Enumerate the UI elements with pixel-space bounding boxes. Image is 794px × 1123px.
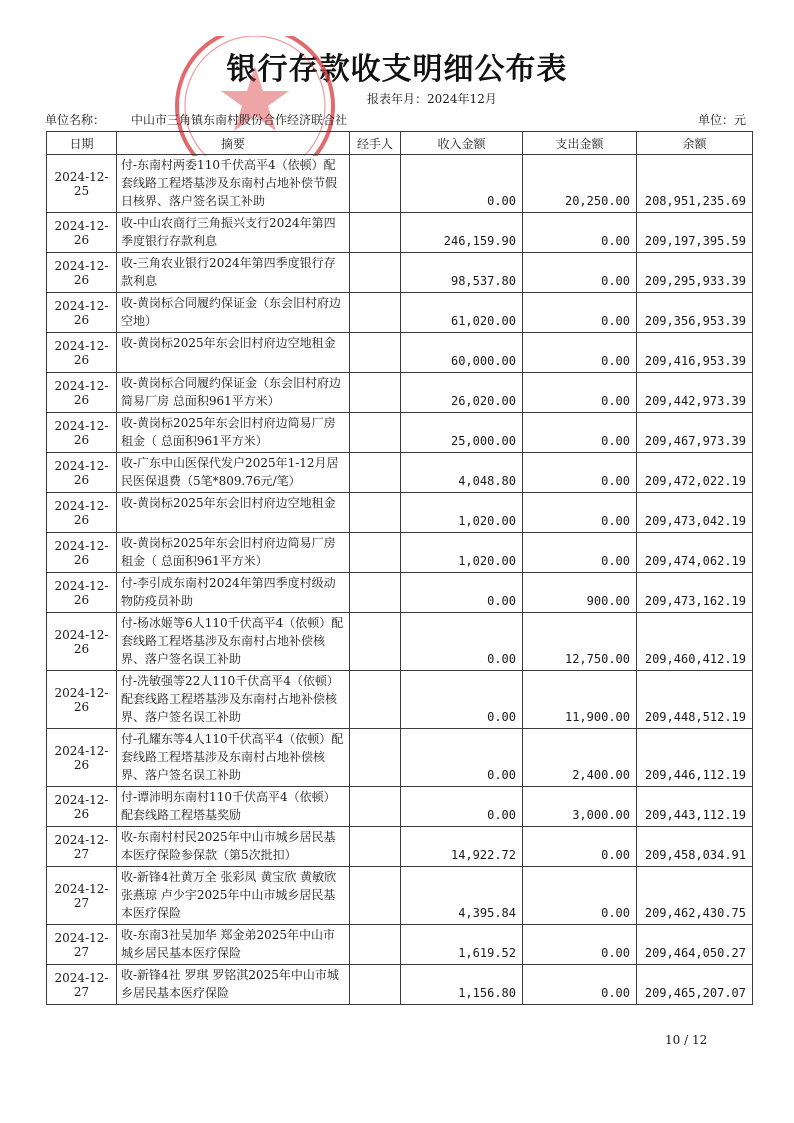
summary-cell: 收-新锋4社 罗琪 罗铭淇2025年中山市城乡居民基本医疗保险	[117, 965, 350, 1005]
summary-cell: 付-东南村两委110千伏高平4（依顿）配套线路工程塔基涉及东南村占地补偿节假日核界、落户签名误工补助	[117, 155, 350, 213]
summary-cell: 付-孔耀东等4人110千伏高平4（依顿）配套线路工程塔基涉及东南村占地补偿核界、落户签名误工补助	[117, 729, 350, 787]
table-row	[47, 671, 753, 729]
date-cell: 2024-12-27	[47, 965, 117, 1005]
table-row	[47, 573, 753, 613]
balance-cell: 209,458,034.91	[637, 827, 753, 867]
summary-cell: 收-广东中山医保代发户2025年1-12月居民医保退费（5笔*809.76元/笔）	[117, 453, 350, 493]
table-row	[47, 787, 753, 827]
balance-cell: 209,295,933.39	[637, 253, 753, 293]
column-header-date: 日期	[47, 132, 117, 155]
table-row	[47, 613, 753, 671]
page-number: 10 / 12	[665, 1033, 708, 1047]
date-cell: 2024-12-27	[47, 827, 117, 867]
income-cell: 0.00	[401, 573, 523, 613]
column-header-expense: 支出金额	[523, 132, 637, 155]
balance-cell: 209,473,162.19	[637, 573, 753, 613]
unit-name	[45, 111, 347, 128]
expense-cell: 0.00	[523, 213, 637, 253]
summary-cell: 收-中山农商行三角振兴支行2024年第四季度银行存款利息	[117, 213, 350, 253]
table-row	[47, 965, 753, 1005]
date-cell: 2024-12-26	[47, 213, 117, 253]
income-cell: 246,159.90	[401, 213, 523, 253]
ledger-body	[47, 155, 753, 1005]
income-cell: 26,020.00	[401, 373, 523, 413]
handler-cell	[350, 533, 401, 573]
summary-cell: 收-黄岗标2025年东会旧村府边空地租金	[117, 493, 350, 533]
date-cell: 2024-12-26	[47, 493, 117, 533]
expense-cell: 0.00	[523, 413, 637, 453]
table-row	[47, 213, 753, 253]
summary-cell: 付-冼敏强等22人110千伏高平4（依顿）配套线路工程塔基涉及东南村占地补偿核界、落户签名误工补助	[117, 671, 350, 729]
income-cell: 60,000.00	[401, 333, 523, 373]
handler-cell	[350, 453, 401, 493]
handler-cell	[350, 333, 401, 373]
date-cell: 2024-12-26	[47, 333, 117, 373]
income-cell: 0.00	[401, 613, 523, 671]
balance-cell: 209,416,953.39	[637, 333, 753, 373]
expense-cell: 11,900.00	[523, 671, 637, 729]
table-row	[47, 493, 753, 533]
income-cell: 0.00	[401, 671, 523, 729]
expense-cell: 20,250.00	[523, 155, 637, 213]
balance-cell: 209,460,412.19	[637, 613, 753, 671]
handler-cell	[350, 213, 401, 253]
handler-cell	[350, 493, 401, 533]
income-cell: 1,156.80	[401, 965, 523, 1005]
balance-cell: 209,197,395.59	[637, 213, 753, 253]
handler-cell	[350, 253, 401, 293]
balance-cell: 209,443,112.19	[637, 787, 753, 827]
balance-cell: 209,473,042.19	[637, 493, 753, 533]
income-cell: 98,537.80	[401, 253, 523, 293]
table-row	[47, 925, 753, 965]
date-cell: 2024-12-26	[47, 787, 117, 827]
summary-cell: 收-黄岗标2025年东会旧村府边空地租金	[117, 333, 350, 373]
expense-cell: 0.00	[523, 493, 637, 533]
expense-cell: 0.00	[523, 253, 637, 293]
expense-cell: 0.00	[523, 373, 637, 413]
table-row	[47, 373, 753, 413]
summary-cell: 付-谭沛明东南村110千伏高平4（依顿）配套线路工程塔基奖励	[117, 787, 350, 827]
income-cell: 1,020.00	[401, 533, 523, 573]
handler-cell	[350, 573, 401, 613]
currency-unit: 单位：元	[697, 113, 746, 127]
table-row	[47, 729, 753, 787]
income-cell: 61,020.00	[401, 293, 523, 333]
summary-cell: 收-三角农业银行2024年第四季度银行存款利息	[117, 253, 350, 293]
column-header-balance: 余额	[637, 132, 753, 155]
expense-cell: 900.00	[523, 573, 637, 613]
handler-cell	[350, 729, 401, 787]
income-cell: 14,922.72	[401, 827, 523, 867]
balance-cell: 209,472,022.19	[637, 453, 753, 493]
expense-cell: 2,400.00	[523, 729, 637, 787]
table-row	[47, 867, 753, 925]
handler-cell	[350, 373, 401, 413]
income-cell: 1,619.52	[401, 925, 523, 965]
balance-cell: 209,462,430.75	[637, 867, 753, 925]
income-cell: 1,020.00	[401, 493, 523, 533]
handler-cell	[350, 671, 401, 729]
date-cell: 2024-12-26	[47, 671, 117, 729]
column-header-summary: 摘要	[117, 132, 350, 155]
summary-cell: 收-黄岗标2025年东会旧村府边简易厂房租金（ 总面积961平方米）	[117, 533, 350, 573]
handler-cell	[350, 787, 401, 827]
page-title: 银行存款收支明细公布表	[226, 52, 568, 87]
expense-cell: 0.00	[523, 333, 637, 373]
income-cell: 0.00	[401, 729, 523, 787]
balance-cell: 209,467,973.39	[637, 413, 753, 453]
income-cell: 0.00	[401, 787, 523, 827]
table-row	[47, 413, 753, 453]
table-row	[47, 155, 753, 213]
report-period: 报表年月：2024年12月	[367, 92, 497, 106]
column-header-handler: 经手人	[350, 132, 401, 155]
summary-cell: 收-黄岗标2025年东会旧村府边简易厂房租金（ 总面积961平方米）	[117, 413, 350, 453]
handler-cell	[350, 827, 401, 867]
balance-cell: 209,464,050.27	[637, 925, 753, 965]
balance-cell: 208,951,235.69	[637, 155, 753, 213]
expense-cell: 3,000.00	[523, 787, 637, 827]
date-cell: 2024-12-26	[47, 533, 117, 573]
date-cell: 2024-12-26	[47, 253, 117, 293]
handler-cell	[350, 867, 401, 925]
summary-cell: 付-李引成东南村2024年第四季度村级动物防疫员补助	[117, 573, 350, 613]
date-cell: 2024-12-26	[47, 613, 117, 671]
unit-name-label: 单位名称：	[45, 113, 106, 127]
balance-cell: 209,446,112.19	[637, 729, 753, 787]
expense-cell: 0.00	[523, 453, 637, 493]
handler-cell	[350, 155, 401, 213]
table-row	[47, 293, 753, 333]
balance-cell: 209,465,207.07	[637, 965, 753, 1005]
balance-cell: 209,474,062.19	[637, 533, 753, 573]
balance-cell: 209,442,973.39	[637, 373, 753, 413]
table-row	[47, 827, 753, 867]
date-cell: 2024-12-27	[47, 867, 117, 925]
handler-cell	[350, 293, 401, 333]
expense-cell: 12,750.00	[523, 613, 637, 671]
expense-cell: 0.00	[523, 965, 637, 1005]
expense-cell: 0.00	[523, 867, 637, 925]
balance-cell: 209,356,953.39	[637, 293, 753, 333]
summary-cell: 收-东南3社吴加华 郑金弟2025年中山市城乡居民基本医疗保险	[117, 925, 350, 965]
income-cell: 4,395.84	[401, 867, 523, 925]
table-row	[47, 453, 753, 493]
handler-cell	[350, 613, 401, 671]
table-row	[47, 533, 753, 573]
handler-cell	[350, 965, 401, 1005]
date-cell: 2024-12-26	[47, 373, 117, 413]
summary-cell: 付-杨冰姬等6人110千伏高平4（依顿）配套线路工程塔基涉及东南村占地补偿核界、落户签名误工补助	[117, 613, 350, 671]
income-cell: 25,000.00	[401, 413, 523, 453]
table-row	[47, 253, 753, 293]
expense-cell: 0.00	[523, 827, 637, 867]
date-cell: 2024-12-27	[47, 925, 117, 965]
expense-cell: 0.00	[523, 533, 637, 573]
summary-cell: 收-黄岗标合同履约保证金（东会旧村府边空地）	[117, 293, 350, 333]
income-cell: 0.00	[401, 155, 523, 213]
date-cell: 2024-12-26	[47, 453, 117, 493]
expense-cell: 0.00	[523, 293, 637, 333]
summary-cell: 收-黄岗标合同履约保证金（东会旧村府边简易厂房 总面积961平方米）	[117, 373, 350, 413]
date-cell: 2024-12-26	[47, 573, 117, 613]
date-cell: 2024-12-26	[47, 729, 117, 787]
summary-cell: 收-新锋4社黄万全 张彩凤 黄宝欣 黄敏欣 张燕琼 卢少宇2025年中山市城乡居民基本医疗保险	[117, 867, 350, 925]
income-cell: 4,048.80	[401, 453, 523, 493]
date-cell: 2024-12-26	[47, 293, 117, 333]
ledger-table	[46, 131, 753, 1005]
expense-cell: 0.00	[523, 925, 637, 965]
column-header-income: 收入金额	[401, 132, 523, 155]
table-row	[47, 333, 753, 373]
table-header-row	[47, 132, 753, 155]
handler-cell	[350, 925, 401, 965]
balance-cell: 209,448,512.19	[637, 671, 753, 729]
date-cell: 2024-12-25	[47, 155, 117, 213]
date-cell: 2024-12-26	[47, 413, 117, 453]
summary-cell: 收-东南村村民2025年中山市城乡居民基本医疗保险参保款（第5次批扣）	[117, 827, 350, 867]
handler-cell	[350, 413, 401, 453]
unit-name-value: 中山市三角镇东南村股份合作经济联合社	[131, 113, 348, 127]
